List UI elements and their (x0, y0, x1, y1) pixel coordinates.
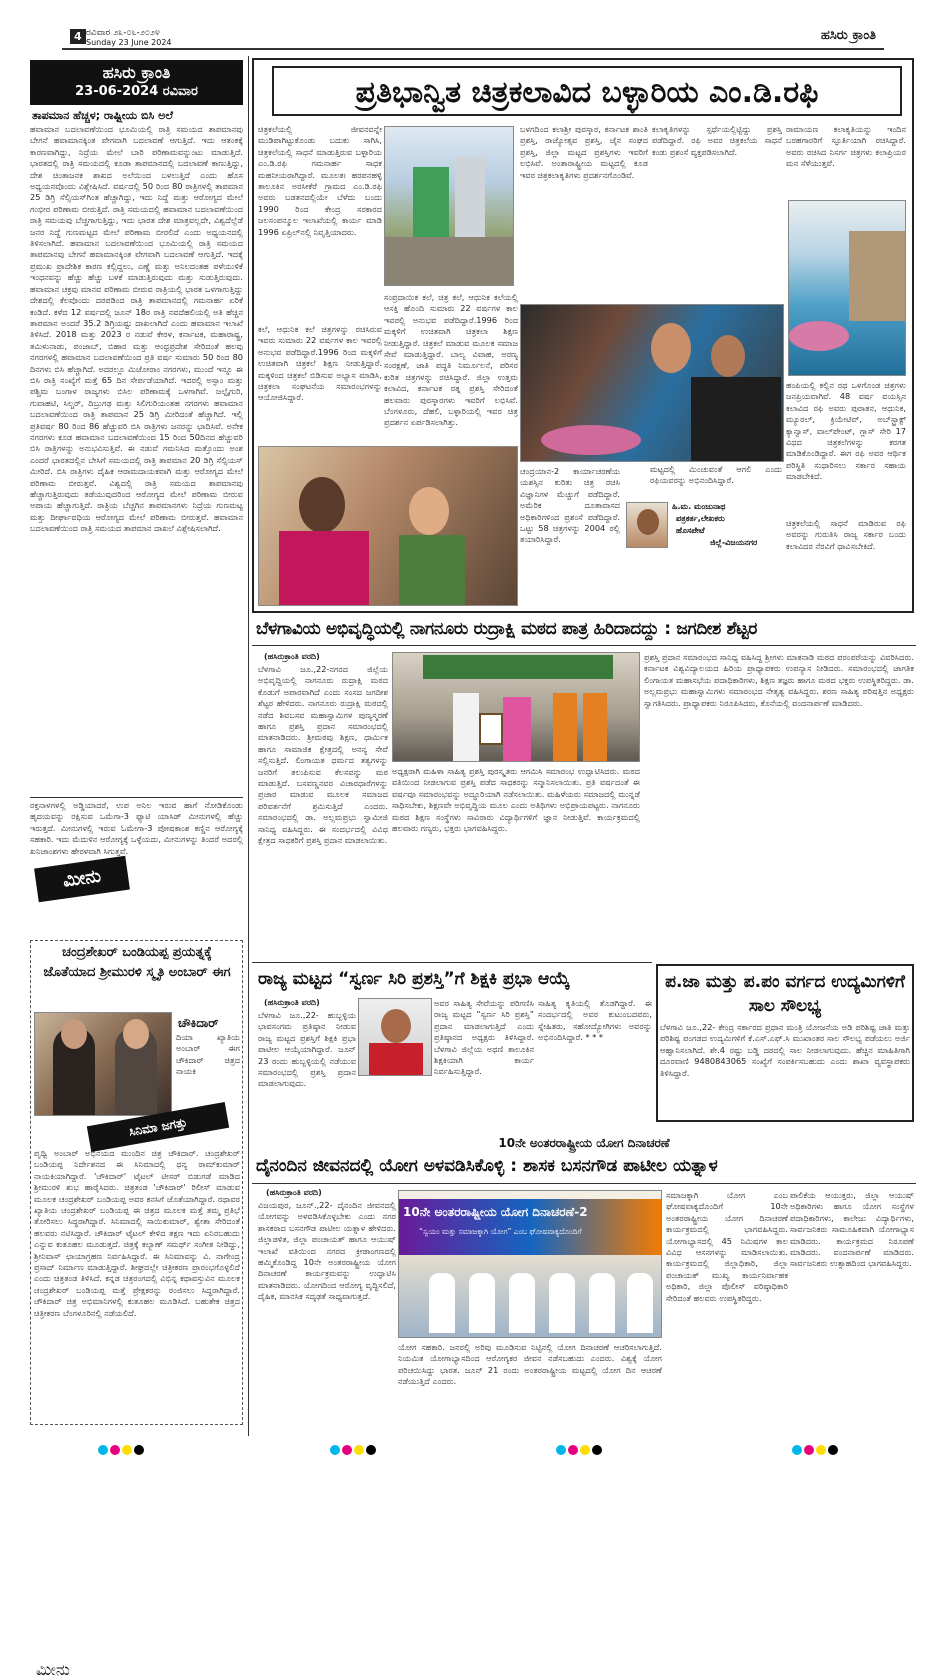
artist-body-lower: ಚಂದ್ರಯಾನ-2 ಕಾರ್ಯಾಚರಣೆಯ ಯಶಸ್ಸಿನ ಕುರಿತು ಚಿತ್ರ ರಚಿಸಿ ವಿಜ್ಞಾನಿಗಳ ಮೆಚ್ಚುಗೆ ಪಡೆದಿದ್ದಾರೆ. ಅಮೆರಿಕ ದೂತಾವಾಸದ ಅಧಿಕಾರಿಗಳಿಂದ ಪ್ರಶಂಸೆ ಪಡೆದಿದ್ದಾರೆ. ಒಟ್ಟು 58 ಚಿತ್ರಗಳನ್ನು 2004 ರಲ್ಲಿ ತಯಾರಿಸಿದ್ದಾರೆ. (520, 466, 620, 545)
cinema-photo (34, 1012, 172, 1116)
registration-dot (330, 1445, 340, 1455)
yoga-credit: (ಹಸಿರುಕ್ರಾಂತಿ ವರದಿ) (266, 1188, 322, 1197)
painted-face (651, 323, 691, 373)
loan-body: ಬೆಳಗಾವಿ ಜೂ.,22- ಕೇಂದ್ರ ಸರ್ಕಾರದ ಪ್ರಧಾನ ಮಂತ್ರಿ ಯೋಜನೆಯ ಅಡಿ ಪರಿಶಿಷ್ಟ ಜಾತಿ ಮತ್ತು ಪರಿಶಿಷ್ಟ ಪಂಗಡದ ಉದ್ಯಮಿಗಳಿಗೆ ಕೆ.ಎಸ್.ಎಫ್.ಸಿ ಮುಖಾಂತರ ಸಾಲ ಸೌಲಭ್ಯ ಪಡೆಯಲು ಅರ್ಜಿ ಆಹ್ವಾನಿಸಲಾಗಿದೆ. ಶೇ.4 ರಷ್ಟು ಬಡ್ಡಿ ದರದಲ್ಲಿ ಸಾಲ ನೀಡಲಾಗುವುದು. ಹೆಚ್ಚಿನ ಮಾಹಿತಿಗಾಗಿ ದೂರವಾಣಿ 9480843065 ಸಂಖ್ಯೆಗೆ ಸಂಪರ್ಕಿಸಬಹುದು ಎಂದು ಶಾಖಾ ವ್ಯವಸ್ಥಾಪಕರು ತಿಳಿಸಿದ್ದಾರೆ. (660, 1022, 910, 1078)
cliff (849, 231, 906, 321)
registration-dot (98, 1445, 108, 1455)
prabha-photo (358, 998, 432, 1076)
person-white (453, 693, 479, 762)
registration-dot (122, 1445, 132, 1455)
nameplate (30, 60, 243, 105)
official-3 (509, 1273, 535, 1333)
print-marks-mid-right (556, 1440, 604, 1459)
prabha-face (381, 1009, 411, 1043)
award-photo (392, 652, 640, 762)
girl-dress (399, 535, 465, 606)
cinema-film-tag: ಚೌಕಿದಾರ್ (178, 1016, 219, 1030)
prabha-body-mid: ಅವರ ಸಾಹಿತ್ಯ ಸೇವೆಯನ್ನು ಪರಿಗಣಿಸಿ ರಾಜ್ಯ ಮಟ್ಟದ “ಸ್ವರ್ಣ ಸಿರಿ ಪ್ರಶಸ್ತಿ” ಪ್ರದಾನ ಮಾಡಲಾಗುತ್ತಿದೆ ಎಂದು ಪ್ರತಿಷ್ಠಾನದ ಅಧ್ಯಕ್ಷರು ತಿಳಿಸಿದ್ದಾರೆ. ಬೆಳಗಾವಿ ಜಿಲ್ಲೆಯ ಅಥಣಿ ತಾಲೂಕಿನ ಶಿಕ್ಷಕಿಯಾಗಿ ಕಾರ್ಯ ನಿರ್ವಹಿಸುತ್ತಿದ್ದಾರೆ. (434, 998, 534, 1077)
artist-body-col1: ಚಿತ್ರಕಲೆಯಲ್ಲಿ ಜೀವನವನ್ನೇ ಮುಡಿಪಾಗಿಟ್ಟುಕೊಂಡು ಬದುಕು ಸಾಗಿಸಿ, ಚಿತ್ರಕಲೆಯಲ್ಲಿ ಸಾಧನೆ ಮಾಡುತ್ತಿರುವ ಬಳ್ಳಾರಿಯ ಎಂ.ಡಿ.ರಫಿ ಗಮನಾರ್ಹ ಸಾಧಕ ಮಹನೀಯರಾಗಿದ್ದಾರೆ. ಮೂಲತಃ ಹರಪನಹಳ್ಳಿ ತಾಲೂಕಿನ ಅರಸೀಕೆರೆ ಗ್ರಾಮದ ಎಂ.ಡಿ.ರಫಿ ಅವರು ಬಡತನದಲ್ಲಿಯೇ ಬೆಳೆದು ಬಂದು 1990 ರಿಂದ ಕೇಂದ್ರ ಸರಕಾರದ ಜಲಸಂಪನ್ಮೂಲ ಇಲಾಖೆಯಲ್ಲಿ ಕಾರ್ಯ ಮಾಡಿ 1996 ಏಪ್ರಿಲ್‌ನಲ್ಲಿ ನಿವೃತ್ತಿಯಾದರು. (258, 124, 382, 237)
actor-face-1 (61, 1019, 87, 1049)
stage-banner (423, 655, 613, 679)
artist-face (711, 335, 745, 377)
artist-headline: ಪ್ರತಿಭಾನ್ವಿತ ಚಿತ್ರಕಲಾವಿದ ಬಳ್ಳಾರಿಯ ಎಂ.ಡಿ.ರಫಿ (272, 66, 902, 116)
yoga-body-mid: ಯೋಗ ಸಹಕಾರಿ. ಜನರಲ್ಲಿ ಅರಿವು ಮೂಡಿಸುವ ನಿಟ್ಟಿನಲ್ಲಿ ಯೋಗ ದಿನಾಚರಣೆ ಆಚರಿಸಲಾಗುತ್ತಿದೆ. ನಿಯಮಿತ ಯೋಗಾಭ್ಯಾಸದಿಂದ ಆರೋಗ್ಯಕರ ಜೀವನ ನಡೆಸಬಹುದು ಎಂದರು. ವಿಶ್ವಕ್ಕೆ ಯೋಗ ಪರಿಚಯಿಸಿದ್ದು ಭಾರತ. ಜೂನ್ 21 ರಂದು ಅಂತರರಾಷ್ಟ್ರೀಯ ಮಟ್ಟದಲ್ಲಿ ಯೋಗ ದಿನ ಆಚರಣೆ ನಡೆಯುತ್ತಿದೆ ಎಂದರು. (398, 1342, 662, 1387)
registration-dot (580, 1445, 590, 1455)
registration-dot (354, 1445, 364, 1455)
masthead-paper-name: ಹಸಿರು ಕ್ರಾಂತಿ (820, 28, 876, 43)
official-1 (429, 1273, 455, 1333)
author-role2: ಹೊಸಪೇಟೆ (676, 526, 705, 535)
road (385, 237, 514, 286)
painter-head (299, 477, 345, 533)
yoga-banner (399, 1199, 662, 1255)
prabha-body-left: ಬೆಳಗಾವಿ ಜೂ.,22- ಹುಬ್ಬಳ್ಳಿಯ ಭಾವಸಂಗಮ ಪ್ರತಿಷ್ಠಾನ ನೀಡುವ ರಾಜ್ಯ ಮಟ್ಟದ ಪ್ರಶಸ್ತಿಗೆ ಶಿಕ್ಷಕಿ ಪ್ರಭಾ ಪಾಟೀಲ ಆಯ್ಕೆಯಾಗಿದ್ದಾರೆ. ಜೂನ್ 23 ರಂದು ಹುಬ್ಬಳ್ಳಿಯಲ್ಲಿ ನಡೆಯುವ ಸಮಾರಂಭದಲ್ಲಿ ಪ್ರಶಸ್ತಿ ಪ್ರದಾನ ಮಾಡಲಾಗುವುದು. (258, 1010, 356, 1089)
registration-dot (366, 1445, 376, 1455)
author-role3: ಜಿಲ್ಲೆ-ವಿಜಯನಗರ (710, 538, 758, 547)
date-kannada: ರವಿವಾರ ೨೩-೦೬-೨೦೨೪ (86, 28, 160, 38)
person-pink (503, 697, 531, 762)
meena-body: ರಕ್ತನಾಳಗಳಲ್ಲಿ ಅಡ್ಡಿಯಾದರೆ, ಉಪ ಅನಿಲ ಇರುವ ಹಾಗೆ ನೋಡಿಕೊಂಡು ಹೃದಯವನ್ನು ರಕ್ಷಿಸುವ ಒಮೆಗಾ-3 ಫ್ಯಾಟಿ ಯಾಸಿಡ್ ಮೀನುಗಳಲ್ಲಿ ಹೆಚ್ಚು ಇರುತ್ತದೆ. ಮೀನುಗಳಲ್ಲಿ ಇರುವ ಓಮೇಗಾ-3 ಪೋಷಕಾಂಶ ಕಣ್ಣಿನ ಆರೋಗ್ಯಕ್ಕೆ ಸಹಕಾರಿ. ಇದು ಮೆದುಳಿನ ಆರೋಗ್ಯಕ್ಕೆ ಒಳ್ಳೆಯದು, ಮೀನುಗಳನ್ನು ತಿಂದರೆ ಅದರಲ್ಲಿ ಖನಿಜಾಂಶಗಳು ಹೇರಳವಾಗಿ ಸಿಗುತ್ತವೆ. (30, 800, 243, 856)
cinema-headline: ಚಂದ್ರಶೇಖರ್ ಬಂಡಿಯಪ್ಪ ಪ್ರಯತ್ನಕ್ಕೆ ಜೊತೆಯಾದ ಶ್ರೀಮುರಳಿ ಸ್ಮೃತಿ ಅಂಬಾರ್ ಈಗ (43, 945, 231, 980)
registration-dot (568, 1445, 578, 1455)
author-name: ಹಿ.ಮ. ಮಂಜುನಾಥ (672, 502, 726, 511)
cinema-strip-label: ಸಿನಿಮಾ ಜಗತ್ತು (127, 1115, 189, 1139)
person-saffron-1 (553, 693, 577, 762)
official-4 (549, 1273, 575, 1333)
meena-label: ಮೀನು (36, 1660, 70, 1679)
print-marks-mid-left (330, 1440, 378, 1459)
belagavi-headline: ಬೆಳಗಾವಿಯ ಅಭಿವೃದ್ಧಿಯಲ್ಲಿ ನಾಗನೂರು ರುದ್ರಾಕ್ಷಿ ಮಠದ ಪಾತ್ರ ಹಿರಿದಾದದ್ದು : ಜಗದೀಶ ಶೆಟ್ಟರ (256, 619, 758, 639)
divider (252, 962, 652, 963)
registration-dot (556, 1445, 566, 1455)
building-2 (455, 157, 485, 237)
loan-headline: ಪ.ಜಾ ಮತ್ತು ಪ.ಪಂ ವರ್ಗದ ಉದ್ಯಮಿಗಳಿಗೆ ಸಾಲ ಸೌಲಭ್ಯ (665, 972, 905, 1016)
yoga-banner-line1: 10ನೇ ಅಂತರರಾಷ್ಟ್ರೀಯ ಯೋಗ ದಿನಾಚರಣೆ-2 (403, 1205, 588, 1219)
masthead (62, 26, 884, 50)
yoga-photo (398, 1190, 662, 1338)
print-marks-right (792, 1440, 840, 1459)
artist-body-col4: ಕಲಾಕೃತಿಗಳನ್ನು ಸ್ಪರ್ಧೆಯಲ್ಲಿಟ್ಟಿದ್ದು ಪ್ರಶಸ್ತಿ ಪಡೆದಿದ್ದಾರೆ. ರಫಿ ಅವರ ಚಿತ್ರಕಲೆಯ ಸಾಧನೆ ಕಂಡು ಪ್ರಶಂಸೆ ವ್ಯಕ್ತಪಡಿಸಲಾಗಿದೆ. (652, 124, 782, 157)
registration-dot (816, 1445, 826, 1455)
divider (30, 797, 243, 798)
prabha-body-right: ಸಾಹಿತ್ಯ ಕೃತಿಯಲ್ಲಿ ತೊಡಗಿದ್ದಾರೆ. ಈ ಸಂದರ್ಭದಲ್ಲಿ ಅವರ ಕುಟುಂಬದವರು, ಸ್ನೇಹಿತರು, ಸಹೋದ್ಯೋಗಿಗಳು ಅವರನ್ನು ಅಭಿನಂದಿಸಿದ್ದಾರೆ. * * * (538, 998, 652, 1043)
artist-body-col5c: ಚಿತ್ರಕಲೆಯಲ್ಲಿ ಸಾಧನೆ ಮಾಡಿರುವ ರಫಿ ಅವರನ್ನು ಗುರುತಿಸಿ ರಾಜ್ಯ ಸರ್ಕಾರ ಬಂದು ಕಲಾವಿದರ ನೆರವಿಗೆ ಧಾವಿಸಬೇಕಿದೆ. (786, 518, 906, 551)
person-saffron-2 (583, 693, 607, 762)
belagavi-body-right: ಪ್ರಶಸ್ತಿ ಪ್ರದಾನ ಸಮಾರಂಭದ ಸಾನಿಧ್ಯ ವಹಿಸಿದ್ದ ಶ್ರೀಗಳು ಮಾತನಾಡಿ ಮಠದ ಪರಂಪರೆಯನ್ನು ವಿವರಿಸಿದರು. ಕರ್ನಾಟಕ ವಿಶ್ವವಿದ್ಯಾಲಯದ ಹಿರಿಯ ಪ್ರಾಧ್ಯಾಪಕರು ಉಪನ್ಯಾಸ ನೀಡಿದರು. ಸಮಾರಂಭದಲ್ಲಿ ಜಾಗತಿಕ ಲಿಂಗಾಯತ ಮಹಾಸಭೆಯ ಪದಾಧಿಕಾರಿಗಳು, ಶಿಕ್ಷಣ ತಜ್ಞರು ಹಾಗೂ ಮಠದ ಭಕ್ತರು ಉಪಸ್ಥಿತರಿದ್ದರು. ಡಾ. ಅಲ್ಲಮಪ್ರಭು ಮಹಾಸ್ವಾಮಿಗಳು ಸಮಾರಂಭದ ನೇತೃತ್ವ ವಹಿಸಿದ್ದರು. ಶರಣ ಸಾಹಿತ್ಯ ಪರಿಷತ್ತಿನ ಅಧ್ಯಕ್ಷರು ಸ್ವಾಗತಿಸಿದರು. ಪ್ರಾಧ್ಯಾಪಕರು ನಿರೂಪಿಸಿದರು, ಕೊನೆಯಲ್ಲಿ ವಂದನಾರ್ಪಣೆ ಮಾಡಿದರು. (644, 652, 914, 708)
painter-body (279, 531, 369, 606)
actor-face-2 (123, 1019, 149, 1049)
column-divider (248, 56, 249, 1436)
city-painting (384, 126, 514, 286)
registration-dot (804, 1445, 814, 1455)
artist-body-lower2: ಮಟ್ಟದಲ್ಲಿ ಮಿಂಚುವಂತೆ ಆಗಲಿ ಎಂದು ರಫಿಯವರನ್ನು ಅಭಿನಂದಿಸಿದ್ದಾರೆ. (650, 464, 782, 486)
belagavi-credit: (ಹಸಿರುಕ್ರಾಂತಿ ವರದಿ) (264, 652, 320, 661)
author-role1: ಪತ್ರಕರ್ತ,ಲೇಖಕರು (676, 514, 725, 523)
cinema-body-top: ದಿಯಾ ಖ್ಯಾತಿಯ ಅಂಬಾರ್ ಈಗ ಚೌಕಿದಾರ್ ಚಿತ್ರದ ನಾಯಕಿ (176, 1032, 240, 1077)
girl-painting-photo (258, 446, 518, 606)
prabha-saree (369, 1043, 423, 1076)
artist-body-col5: ರಾಮಾಯಣ ಕಲಾಕೃತಿಯನ್ನು ಇಂದಿನ ಬರಹಗಾರರಿಗೆ ಸ್ಫೂರ್ತಿಯಾಗಿ ರಚಿಸಿದ್ದಾರೆ. ಅವರು ರಚಿಸಿದ ನಿಸರ್ಗ ಚಿತ್ರಗಳು ಕಲಾಪ್ರಿಯರ ಮನ ಸೆಳೆಯುತ್ತವೆ. (786, 124, 906, 169)
page-number: 4 (70, 29, 86, 44)
registration-dot (134, 1445, 144, 1455)
artist-shirt (691, 377, 781, 462)
yoga-body-far-right: ಪಾಲಿಕೆಯ ಆಯುಕ್ತರು, ಜಿಲ್ಲಾ ಆಯುಷ್ ಅಧಿಕಾರಿಗಳು ಹಾಗೂ ಯೋಗ ಸಂಸ್ಥೆಗಳ ಪದಾಧಿಕಾರಿಗಳು, ಕಾಲೇಜು ವಿದ್ಯಾರ್ಥಿಗಳು, ಸಾರ್ವಜನಿಕರು ಸಾಮೂಹಿಕವಾಗಿ ಯೋಗಾಭ್ಯಾಸ ಮಾಡಿದರು. ಕಾರ್ಯಕ್ರಮದ ನಿರೂಪಣೆ ಮಾಡಿದರು. ವಂದನಾರ್ಪಣೆ ಮಾಡಿದರು. ಸಾರ್ವಜನಿಕರು ಉತ್ಸಾಹದಿಂದ ಭಾಗವಹಿಸಿದ್ದರು. (790, 1190, 914, 1269)
official-6 (627, 1273, 653, 1333)
prabha-headline: ರಾಜ್ಯ ಮಟ್ಟದ “ಸ್ವರ್ಣ ಸಿರಿ ಪ್ರಶಸ್ತಿ”ಗೆ ಶಿಕ್ಷಕಿ ಪ್ರಭಾ ಆಯ್ಕೆ (258, 969, 570, 989)
divider (252, 1183, 916, 1184)
print-marks-left (98, 1440, 146, 1459)
nameplate-date: 23-06-2024 ರವಿವಾರ (75, 84, 198, 99)
yoga-body-left: ವಿಜಯಪುರ, ಜೂನ್.,22- ದೈನಂದಿನ ಜೀವನದಲ್ಲಿ ಯೋಗವನ್ನು ಅಳವಡಿಸಿಕೊಳ್ಳಬೇಕು ಎಂದು ನಗರ ಶಾಸಕರಾದ ಬಸನಗೌಡ ಪಾಟೀಲ ಯತ್ನಾಳ ಹೇಳಿದರು. ಜಿಲ್ಲಾಡಳಿತ, ಜಿಲ್ಲಾ ಪಂಚಾಯತ್ ಹಾಗೂ ಆಯುಷ್ ಇಲಾಖೆ ವತಿಯಿಂದ ನಗರದ ಕ್ರೀಡಾಂಗಣದಲ್ಲಿ ಹಮ್ಮಿಕೊಂಡಿದ್ದ 10ನೇ ಅಂತರರಾಷ್ಟ್ರೀಯ ಯೋಗ ದಿನಾಚರಣೆ ಕಾರ್ಯಕ್ರಮವನ್ನು ಉದ್ಘಾಟಿಸಿ ಮಾತನಾಡಿದರು. ಯೋಗದಿಂದ ಆರೋಗ್ಯ ವೃದ್ಧಿಸಲಿದೆ, ದೈಹಿಕ, ಮಾನಸಿಕ ಸದೃಢತೆ ಸಾಧ್ಯವಾಗುತ್ತದೆ. (258, 1200, 396, 1302)
artist-painting-photo (520, 304, 784, 462)
registration-dot (342, 1445, 352, 1455)
girl-face (409, 487, 449, 535)
registration-dot (592, 1445, 602, 1455)
registration-dot (792, 1445, 802, 1455)
lotus-flowers (541, 425, 641, 455)
belagavi-body-mid: ಅಧ್ಯಕ್ಷರಾಗಿ ಮಹಿಳಾ ಸಾಹಿತ್ಯ ಪ್ರಶಸ್ತಿ ಪುರಸ್ಕೃತರು ಆಗಮಿಸಿ ಸಮಾರಂಭ ಉದ್ಘಾಟಿಸಿದರು. ಮಠದ ವತಿಯಿಂದ ನೀಡಲಾಗುವ ಪ್ರಶಸ್ತಿ ಪಡೆದ ಸಾಧಕರನ್ನು ಸನ್ಮಾನಿಸಲಾಯಿತು. ಪ್ರತಿ ವರ್ಷದಂತೆ ಈ ವರ್ಷವೂ ಸಮಾರಂಭವನ್ನು ಅದ್ಧೂರಿಯಾಗಿ ನಡೆಸಲಾಯಿತು. ಮಹಿಳೆಯರು ಸಮಾಜದಲ್ಲಿ ಮುನ್ನಡೆ ಸಾಧಿಸಬೇಕು, ಶಿಕ್ಷಣವೇ ಅಭಿವೃದ್ಧಿಯ ಮೂಲ ಎಂದು ಅತಿಥಿಗಳು ಅಭಿಪ್ರಾಯಪಟ್ಟರು. ನಾಗನೂರು ಮಠದ ಶಿಕ್ಷಣ ಸಂಸ್ಥೆಗಳು ಸಾವಿರಾರು ವಿದ್ಯಾರ್ಥಿಗಳಿಗೆ ಜ್ಞಾನ ನೀಡುತ್ತಿವೆ. ಕಾರ್ಯಕ್ರಮದಲ್ಲಿ ಹಲವಾರು ಗಣ್ಯರು, ಭಕ್ತರು ಭಾಗವಹಿಸಿದ್ದರು. (392, 766, 640, 834)
yoga-banner-line2: “ಸ್ವಯಂ ಮತ್ತು ಸಮಾಜಕ್ಕಾಗಿ ಯೋಗ” ಎಂಬ ಘೋಷವಾಕ್ಯದೊಂದಿಗೆ (419, 1227, 582, 1236)
frame-award (479, 713, 503, 745)
artist-body-mid: ಸಂಪ್ರದಾಯಿಕ ಕಲೆ, ಚಿತ್ರ ಕಲೆ, ಆಧುನಿಕ ಕಲೆಯಲ್ಲಿ ಆಸಕ್ತಿ ಹೊಂದಿ ಸುಮಾರು 22 ವರ್ಷಗಳ ಕಾಲ ಇವರಲ್ಲಿ ಅನುಭವ ಪಡೆದಿದ್ದಾರೆ.1996 ರಿಂದ ಮಕ್ಕಳಿಗೆ ಉಚಿತವಾಗಿ ಚಿತ್ರಕಲಾ ಶಿಕ್ಷಣ ನೀಡುತ್ತಿದ್ದಾರೆ. ಚಿತ್ರಕಲೆ ಮಾಡುವ ಮೂಲಕ ಸಮಾಜ ಸೇವೆ ಮಾಡುತ್ತಿದ್ದಾರೆ. ಬಾಲ್ಯ ವಿವಾಹ, ಅರಣ್ಯ ಸಂರಕ್ಷಣೆ, ಜಾತಿ ಪದ್ಧತಿ ನಿರ್ಮೂಲನೆ, ಪರಿಸರ ಕುರಿತ ಚಿತ್ರಗಳನ್ನು ರಚಿಸಿದ್ದಾರೆ. ಜಿಲ್ಲಾ ಉತ್ತಮ ಕಲಾವಿದ, ಕರ್ನಾಟಕ ರತ್ನ ಪ್ರಶಸ್ತಿ ಸೇರಿದಂತೆ ಹಲವಾರು ಪುರಸ್ಕಾರಗಳು ಇವರಿಗೆ ಲಭಿಸಿವೆ. ಬೆಂಗಳೂರು, ದೆಹಲಿ, ಬಳ್ಳಾರಿಯಲ್ಲಿ ಇವರ ಚಿತ್ರ ಪ್ರದರ್ಶನ ಏರ್ಪಡಿಸಲಾಗಿತ್ತು. (384, 292, 518, 428)
belagavi-body-left: ಬೆಳಗಾವಿ ಜೂ.,22-ನಗರದ ಜಿಲ್ಲೆಯ ಅಭಿವೃದ್ಧಿಯಲ್ಲಿ ನಾಗನೂರು ರುದ್ರಾಕ್ಷಿ ಮಠದ ಕೊಡುಗೆ ಅಪಾರವಾಗಿದೆ ಎಂದು ಸಂಸದ ಜಗದೀಶ ಶೆಟ್ಟರ ಹೇಳಿದರು. ನಾಗನೂರು ರುದ್ರಾಕ್ಷಿ ಮಠದಲ್ಲಿ ನಡೆದ ಶಿವಬಸವ ಮಹಾಸ್ವಾಮಿಗಳ ಪುಣ್ಯಸ್ಮರಣೆ ಹಾಗೂ ಪ್ರಶಸ್ತಿ ಪ್ರದಾನ ಸಮಾರಂಭದಲ್ಲಿ ಮಾತನಾಡಿದರು. ಶ್ರೀಮಠವು ಶಿಕ್ಷಣ, ಧಾರ್ಮಿಕ ಹಾಗೂ ಸಾಮಾಜಿಕ ಕ್ಷೇತ್ರದಲ್ಲಿ ಅನನ್ಯ ಸೇವೆ ಸಲ್ಲಿಸುತ್ತಿದೆ. ಲಿಂಗಾಯತ ಧರ್ಮದ ತತ್ವಗಳನ್ನು ಜನರಿಗೆ ತಲುಪಿಸುವ ಕೆಲಸವನ್ನು ಮಠ ಮಾಡುತ್ತಿದೆ. ಬಸವಣ್ಣನವರ ವಿಚಾರಧಾರೆಗಳನ್ನು ಪ್ರಚಾರ ಮಾಡುವ ಮೂಲಕ ಸಮಾಜದ ಪರಿವರ್ತನೆಗೆ ಶ್ರಮಿಸುತ್ತಿದೆ ಎಂದರು. ಸಮಾರಂಭದಲ್ಲಿ ಡಾ. ಅಲ್ಲಮಪ್ರಭು ಸ್ವಾಮೀಜಿ ಸಾನಿಧ್ಯ ವಹಿಸಿದ್ದರು. ಈ ಸಂದರ್ಭದಲ್ಲಿ ವಿವಿಧ ಕ್ಷೇತ್ರದ ಸಾಧಕರಿಗೆ ಪ್ರಶಸ್ತಿ ಪ್ರದಾನ ಮಾಡಲಾಯಿತು. (258, 664, 388, 846)
divider (252, 645, 916, 646)
registration-dot (110, 1445, 120, 1455)
yoga-headline: ದೈನಂದಿನ ಜೀವನದಲ್ಲಿ ಯೋಗ ಅಳವಡಿಸಿಕೊಳ್ಳಿ : ಶಾಸಕ ಬಸನಗೌಡ ಪಾಟೀಲ ಯತ್ನಾಳ (256, 1156, 718, 1176)
flowers (789, 321, 849, 351)
cinema-body: ಪೃಥ್ವಿ ಅಂಬಾರ್ ಅಭಿನಯದ ಮುಂದಿನ ಚಿತ್ರ ಚೌಕಿದಾರ್. ಚಂದ್ರಶೇಖರ್ ಬಂಡಿಯಪ್ಪ ನಿರ್ದೇಶನದ ಈ ಸಿನಿಮಾದಲ್ಲಿ ಧನ್ಯ ರಾಮ್‌ಕುಮಾರ್ ನಾಯಕಿಯಾಗಿದ್ದಾರೆ. 'ಚೌಕಿದಾರ್' ಟೈಟಲ್ ಟೀಸರ್ ಬಿಡುಗಡೆ ಮಾಡಿದ ಶ್ರೀಮುರಳಿ ಶುಭ ಹಾರೈಸಿದರು. ಚಿತ್ರತಂಡ 'ಚೌಕಿದಾರ್' ರಿಲೀಸ್ ಮಾಡುವ ಮೂಲಕ ಚಂದ್ರಶೇಖರ್ ಬಂಡಿಯಪ್ಪ ಅವರ ಕನಸಿಗೆ ಜೊತೆಯಾಗಿದ್ದಾರೆ. ರಥಾವರ ಖ್ಯಾತಿಯ ಚಂದ್ರಶೇಖರ್ ಬಂಡಿಯಪ್ಪ ಈ ಚಿತ್ರದ ಮೂಲಕ ಮತ್ತೆ ತಮ್ಮ ಪ್ರತಿಭೆ ತೋರಿಸಲು ಸಿದ್ಧರಾಗಿದ್ದಾರೆ. ಸಿನಿಮಾದಲ್ಲಿ ಸಾಯಿಕುಮಾರ್, ಶ್ವೇತಾ ಸೇರಿದಂತೆ ಹಲವರು ನಟಿಸಿದ್ದಾರೆ. ಚೌಕಿದಾರ್ ಟೈಟಲ್ ಕೇಳಿದ ತಕ್ಷಣ ಇದು ಏನಿರಬಹುದು ಎನ್ನುವ ಕುತೂಹಲ ಮೂಡುತ್ತದೆ. ಚಿತ್ರಕ್ಕೆ ಕಲ್ಯಾಣ್ ಸಮರ್ಥ್ ಸಂಗೀತ ನೀಡಿದ್ದು, ಶ್ರೀನಿವಾಸ್ ಛಾಯಾಗ್ರಹಣ ನಿರ್ವಹಿಸಿದ್ದಾರೆ. ಈ ಸಿನಿಮಾವನ್ನು ವಿ. ನಾಗೇಂದ್ರ ಪ್ರಸಾದ್ ನಿರ್ಮಾಣ ಮಾಡುತ್ತಿದ್ದಾರೆ. ಶೀಘ್ರದಲ್ಲೇ ಚಿತ್ರೀಕರಣ ಪ್ರಾರಂಭಗೊಳ್ಳಲಿದೆ ಎಂದು ಚಿತ್ರತಂಡ ತಿಳಿಸಿದೆ. ಕನ್ನಡ ಚಿತ್ರರಂಗದಲ್ಲಿ ವಿಭಿನ್ನ ಕಥಾವಸ್ತುವಿನ ಮೂಲಕ ಚಂದ್ರಶೇಖರ್ ಬಂಡಿಯಪ್ಪ ಮತ್ತೆ ಪ್ರೇಕ್ಷಕರನ್ನು ರಂಜಿಸಲು ಸಿದ್ಧರಾಗಿದ್ದಾರೆ. ಚೌಕಿದಾರ್ ಚಿತ್ರ ಅಭಿಮಾನಿಗಳಲ್ಲಿ ಕುತೂಹಲ ಮೂಡಿಸಿದೆ. ಬಹುತೇಕ ಚಿತ್ರದ ಚಿತ್ರೀಕರಣ ಬೆಂಗಳೂರಿನಲ್ಲಿ ನಡೆಯಲಿದೆ. (34, 1148, 240, 1318)
date-english: Sunday 23 June 2024 (86, 38, 172, 47)
heat-body: ಹವಾಮಾನ ಬದಲಾವಣೆಯಿಂದ ಭೂಮಿಯಲ್ಲಿ ರಾತ್ರಿ ಸಮಯದ ತಾಪಮಾನವು ಬೇಗನೆ ಹವಾಮಾನಕ್ಕಿಂತ ವೇಗವಾಗಿ ಬದಲಾವಣೆ ಆಗುತ್ತಿದೆ. ಇದು ಆತಂಕಕ್ಕೆ ಕಾರಣವಾಗಿದ್ದು, ನಿದ್ರೆಯ ಮೇಲೆ ಬಾರಿ ಪರಿಣಾಮವನ್ನುಂಟು ಮಾಡುತ್ತಿದೆ. ಭಾರತದಲ್ಲಿ ರಾತ್ರಿ ಸಮಯದಲ್ಲಿ ಕೂಡಾ ತಾಪಮಾನದಲ್ಲಿ ಬದಲಾವಣೆ ಕಾಣುತ್ತಿದ್ದು, ದೇಶ ಚಿಂತಾಜನಕ ಶಾಖದ ಅಲೆಯಿಂದ ಬಳಲುತ್ತಿದೆ ಎಂದು ಹೊಸ ಅಧ್ಯಯನವೊಂದು ವಿಶ್ಲೇಷಿಸಿದೆ. ವರ್ಷದಲ್ಲಿ 50 ರಿಂದ 80 ರಾತ್ರಿಗಳಲ್ಲಿ ತಾಪಮಾನ 25 ಡಿಗ್ರಿ ಸೆಲ್ಸಿಯಸ್‌ಗಿಂತ ಹೆಚ್ಚಾಗಿದ್ದು, ಇದು ನಿದ್ದೆ ಮತ್ತು ಆರೋಗ್ಯದ ಮೇಲೆ ಗಂಭೀರ ಪರಿಣಾಮ ಬೀರುತ್ತಿದೆ. ರಾತ್ರಿ ಸಮಯದಲ್ಲಿ ಹವಾಮಾನ ಬದಲಾವಣೆಯಿಂದ ರಾತ್ರಿ ಸಮಯವು ಬೆಚ್ಚಗಾಗುತ್ತಿದ್ದು, ಇದು ಭಾರತ ದೇಶ ಮಾತ್ರವಲ್ಲದೇ, ವಿಶ್ವದೆಲ್ಲೆಡೆ ಜನರ ನಿದ್ದೆ ಗುಣಮಟ್ಟದ ಮೇಲೆ ಪರಿಣಾಮ ಬೀರಲಿದೆ ಎಂದು ಅಧ್ಯಯನದಲ್ಲಿ ತಿಳಿಸಲಾಗಿದೆ. ಹವಾಮಾನ ಬದಲಾವಣೆಯಿಂದ ಭೂಮಿಯಲ್ಲಿ ರಾತ್ರಿ ಸಮಯದ ತಾಪಮಾನವು ಬೇಗನೆ ಹವಾಮಾನಕ್ಕಿಂತ ವೇಗವಾಗಿ ಬದಲಾವಣೆ ಆಗುತ್ತಿದೆ. ಇದಕ್ಕೆ ಪ್ರಮುಖ ಪ್ರಾದೇಶಿಕ ಕಾರಣ ಕಲ್ಲಿದ್ದಲು, ಎಣ್ಣೆ ಮತ್ತು ಅನಿಲದಂತಹ ಪಳೆಯುಳಿಕೆ ಇಂಧನವನ್ನು ಹೆಚ್ಚು ಹೆಚ್ಚು ಬಳಕೆ ಮಾಡುತ್ತಿರುವುದು ಮತ್ತು ಸುಡುತ್ತಿರುವುದು. ಹವಾಮಾನ ಚಕ್ರವು ಮಾನವ ಪರಿಣಾಮ ಬೀರುವ ರಾತ್ರಿಯಲ್ಲಿ ಭಾರತ ಒಳಗಾಗುತ್ತಿದ್ದು ದೇಶದಲ್ಲಿ ಕೆಲವೊಂದು ದರಪಡಿಂದ ರಾತ್ರಿ ತಾಪಮಾನದಲ್ಲಿ ಗಮನಾರ್ಹ ಏರಿಕೆ ಕಂಡಿದೆ. ಕಳೆದ 12 ವರ್ಷದಲ್ಲಿ ಜೂನ್ 18ರ ರಾತ್ರಿ ನವದೆಹಲಿಯಲ್ಲಿ ಅತಿ ಹೆಚ್ಚಿನ ತಾಪಮಾನ ಅಂದರೆ 35.2 ಡಿಗ್ರಿಯಷ್ಟು ದಾಖಲಾಗಿದೆ ಎಂದು ಹವಾಮಾನ ಇಲಾಖೆ ತಿಳಿಸಿದೆ. 2018 ಮತ್ತು 2023 ರ ನಡುವೆ ಕೇರಳ, ಕರ್ನಾಟಕ, ಮಹಾರಾಷ್ಟ್ರ, ತಮಿಳುನಾಡು, ಪಂಜಾಬ್, ಬಿಹಾರ ಮತ್ತು ಆಂಧ್ರಪ್ರದೇಶ ಸೇರಿದಂತೆ ಹಲವು ನಗರಗಳಲ್ಲಿ ಹವಾಮಾನ ಬದಲಾವಣೆಯಿಂದ ಪ್ರತಿ ವರ್ಷ ಸುಮಾರು 50 ರಿಂದ 80 ದಿನಗಳು ಬಿಸಿ ಹೆಚ್ಚಾಗಿದೆ. ಅದರಲ್ಲೂ ಮಿಜೋರಾಂ ನಗರಗಳು, ಮುಂದೆ ಇನ್ನೂ ಈ ಬಿಸಿ ರಾತ್ರಿ ಸಂಖ್ಯೆಗೆ ಮತ್ತೆ 65 ದಿನ ಸೇರ್ಪಡೆಯಾಗಿದೆ. ಇದರಲ್ಲಿ ಅಸ್ಸಾಂ ಮತ್ತು ಪಶ್ಚಿಮ ಬಂಗಾಳ ರಾಜ್ಯಗಳು ಬಿಸಿಲ ಪರಿಣಾಮಕ್ಕೆ ಒಳಗಾಗಿವೆ. ಜಲ್ಪೈಗುರಿ, ಗುವಾಹಟಿ, ಸಿಲ್ಚರ್, ದಿಬ್ರುಗಢ ಮತ್ತು ಸಿಲಿಗುರಿಯಂತಹ ನಗರಗಳು ಹವಾಮಾನ ಬದಲಾವಣೆಯಿಂದ ರಾತ್ರಿ ತಾಪಮಾನ 25 ಡಿಗ್ರಿ ಮೀರಿದಂತೆ ಹೆಚ್ಚಾಗಿದೆ. ಇಲ್ಲಿ ಪ್ರತಿವರ್ಷ 80 ರಿಂದ 86 ಹೆಚ್ಚುವರಿ ಬಿಸಿ ರಾತ್ರಿಗಳು ಜನರನ್ನು ಭಾದಿಸಿವೆ. ಅನೇಕ ನಗರಗಳು ಕೂಡ ಹವಾಮಾನ ಬದಲಾವಣೆಯಿಂದ 15 ರಿಂದ 50ದಿನದ ಹೆಚ್ಚುವರಿ ಬಿಸಿ ರಾತ್ರಿಗಳನ್ನು ಅನುಭವಿಸುತ್ತಿವೆ. ಈ ನಡುವೆ ಗಮನಿಸಿದ ಮತ್ತೊಂದು ಅಂಶ ಎಂದರೆ ಭಾರತದಲ್ಲಿನ ಬೇಸಿಗೆ ಸಮಯದಲ್ಲಿ ರಾತ್ರಿ ತಾಪಮಾನ 20 ಡಿಗ್ರಿ ಸೆಲ್ಸಿಯಸ್ ಮೀರಿದೆ. ಬಿಸಿ ರಾತ್ರಿಗಳು ದೈಹಿಕ ಆರಾಮದಾಯಕವಾಗಿ ಮತ್ತು ಆರೋಗ್ಯದ ಮೇಲೆ ಪರಿಣಾಮ ಬೀರುತ್ತವೆ. ವಿಶ್ವದಲ್ಲಿ ರಾತ್ರಿ ಸಮಯದ ತಾಪಮಾನವು ಹೆಚ್ಚಾಗುತ್ತಿರುವುದು ತಡೆಯುವುದರಿಂದ ಆರೋಗ್ಯದ ಮೇಲೆ ಪರಿಣಾಮ ಬೀರುವ ಅಪಾಯ ಹೆಚ್ಚಾಗುತ್ತಿದೆ. ರಾತ್ರಿಯ ಬೆಚ್ಚಗಿನ ತಾಪಮಾನಗಳು ನಿದ್ರೆಯ ಗುಣಮಟ್ಟ ಮತ್ತು ದೀರ್ಘಾವಧಿಯ ಆರೋಗ್ಯದ ಮೇಲೆ ಪರಿಣಾಮ ಬೀರುತ್ತವೆ. ಹವಾಮಾನ ಬದಲಾವಣೆಯಿಂದ ರಾತ್ರಿ ಸಮಯದ ತಾಪಮಾನ ದಾಖಲೆ ವಿಶ್ಲೇಷಿಸಲಾಗಿದೆ. (30, 124, 243, 534)
artist-body-col5b: ಹಂಪಿಯಲ್ಲಿ ಕಲ್ಲಿನ ರಥ ಒಳಗೊಂಡ ಚಿತ್ರಗಳು ಜನಪ್ರಿಯವಾಗಿವೆ. 48 ವರ್ಷ ವಯಸ್ಸಿನ ಕಲಾವಿದ ರಫಿ ಅವರು ಪುರಾತನ, ಆಧುನಿಕ, ಮ್ಯೂರಲ್, ಕ್ರಿಯೇಟಿವ್, ಅಬ್‌ಸ್ಟ್ರಾಕ್ಟ್ ಕ್ಯಾನ್ವಾಸ್, ವಾಲ್‌ಪೇಂಟ್, ಗ್ಲಾಸ್ ಸೇರಿ 17 ವಿಧದ ಚಿತ್ರಕಲೆಗಳನ್ನು ಕರಗತ ಮಾಡಿಕೊಂಡಿದ್ದಾರೆ. ಈಗ ರಫಿ ಅವರ ಆರ್ಥಿಕ ಪರಿಸ್ಥಿತಿ ಸುಧಾರಿಸಲು ಸರ್ಕಾರ ಸಹಾಯ ಮಾಡಬೇಕಿದೆ. (786, 380, 906, 482)
artist-body-col3: ಬಳಗದಿಂದ ಕಲಾಶ್ರೀ ಪುರಸ್ಕಾರ, ಕರ್ನಾಟಕ ಶಾಂತಿ ಪ್ರಶಸ್ತಿ, ರಾಜ್ಯೋತ್ಸವ ಪ್ರಶಸ್ತಿ, ಜೈನ ಸಂಘದ ಪ್ರಶಸ್ತಿ, ಜಿಲ್ಲಾ ಮಟ್ಟದ ಪ್ರಶಸ್ತಿಗಳು ಇವರಿಗೆ ಲಭಿಸಿವೆ. ಅಂತಾರಾಷ್ಟ್ರೀಯ ಮಟ್ಟದಲ್ಲಿ ಕೂಡ ಇವರ ಚಿತ್ರಕಲಾಕೃತಿಗಳು ಪ್ರದರ್ಶನಗೊಂಡಿವೆ. (520, 124, 648, 180)
artist-body-col2: ಕಲೆ, ಆಧುನಿಕ ಕಲೆ ಚಿತ್ರಗಳನ್ನು ರಚಿಸಿರುವ ಇವರು ಸುಮಾರು 22 ವರ್ಷಗಳ ಕಾಲ ಇವರಲ್ಲಿ ಅನುಭವ ಪಡೆದಿದ್ದಾರೆ.1996 ರಿಂದ ಮಕ್ಕಳಿಗೆ ಉಚಿತವಾಗಿ ಚಿತ್ರಕಲೆ ಶಿಕ್ಷಣ ನೀಡುತ್ತಿದ್ದಾರೆ. ಮಕ್ಕಳಿಂದ ಚಿತ್ರಕಲೆ ಬಿಡಿಸುವ ಅಭ್ಯಾಸ ಮಾಡಿಸಿ, ಚಿತ್ರಕಲಾ ಸಂಘಟನೆಯ ಸಮಾರಂಭಗಳನ್ನು ಆಯೋಜಿಸಿದ್ದಾರೆ. (258, 324, 382, 403)
author-face (637, 509, 659, 535)
official-2 (469, 1273, 495, 1333)
heat-headline: ತಾಪಮಾನ ಹೆಚ್ಚಳ; ರಾಷ್ಟ್ರೀಯ ಬಿಸಿ ಅಲೆ (32, 109, 173, 122)
prabha-credit: (ಹಸಿರುಕ್ರಾಂತಿ ವರದಿ) (264, 998, 320, 1007)
lake-painting (788, 200, 906, 376)
yoga-kicker: 10ನೇ ಅಂತರರಾಷ್ಟ್ರೀಯ ಯೋಗ ದಿನಾಚರಣೆ (498, 1136, 670, 1150)
author-photo (626, 502, 668, 548)
yoga-body-right: ಸಮಾಜಕ್ಕಾಗಿ ಯೋಗ ಎಂಬ ಘೋಷವಾಕ್ಯದೊಂದಿಗೆ 10ನೇ ಅಂತರರಾಷ್ಟ್ರೀಯ ಯೋಗ ದಿನಾಚರಣೆ ಕಾರ್ಯಕ್ರಮದಲ್ಲಿ ಭಾಗವಹಿಸಿದ್ದರು. ಯೋಗಾಭ್ಯಾಸದಲ್ಲಿ 45 ನಿಮಿಷಗಳ ಕಾಲ ವಿವಿಧ ಆಸನಗಳನ್ನು ಮಾಡಿಸಲಾಯಿತು. ಕಾರ್ಯಕ್ರಮದಲ್ಲಿ ಜಿಲ್ಲಾಧಿಕಾರಿ, ಜಿಲ್ಲಾ ಪಂಚಾಯತ್ ಮುಖ್ಯ ಕಾರ್ಯನಿರ್ವಾಹಕ ಅಧಿಕಾರಿ, ಜಿಲ್ಲಾ ಪೊಲೀಸ್ ವರಿಷ್ಠಾಧಿಕಾರಿ ಸೇರಿದಂತೆ ಹಲವರು ಉಪಸ್ಥಿತರಿದ್ದರು. (666, 1190, 788, 1303)
nameplate-title: ಹಸಿರು ಕ್ರಾಂತಿ (102, 63, 171, 82)
registration-dot (828, 1445, 838, 1455)
building-1 (413, 167, 449, 237)
official-5 (589, 1273, 615, 1333)
meena-tag-text: ಮೀನು (61, 865, 103, 892)
